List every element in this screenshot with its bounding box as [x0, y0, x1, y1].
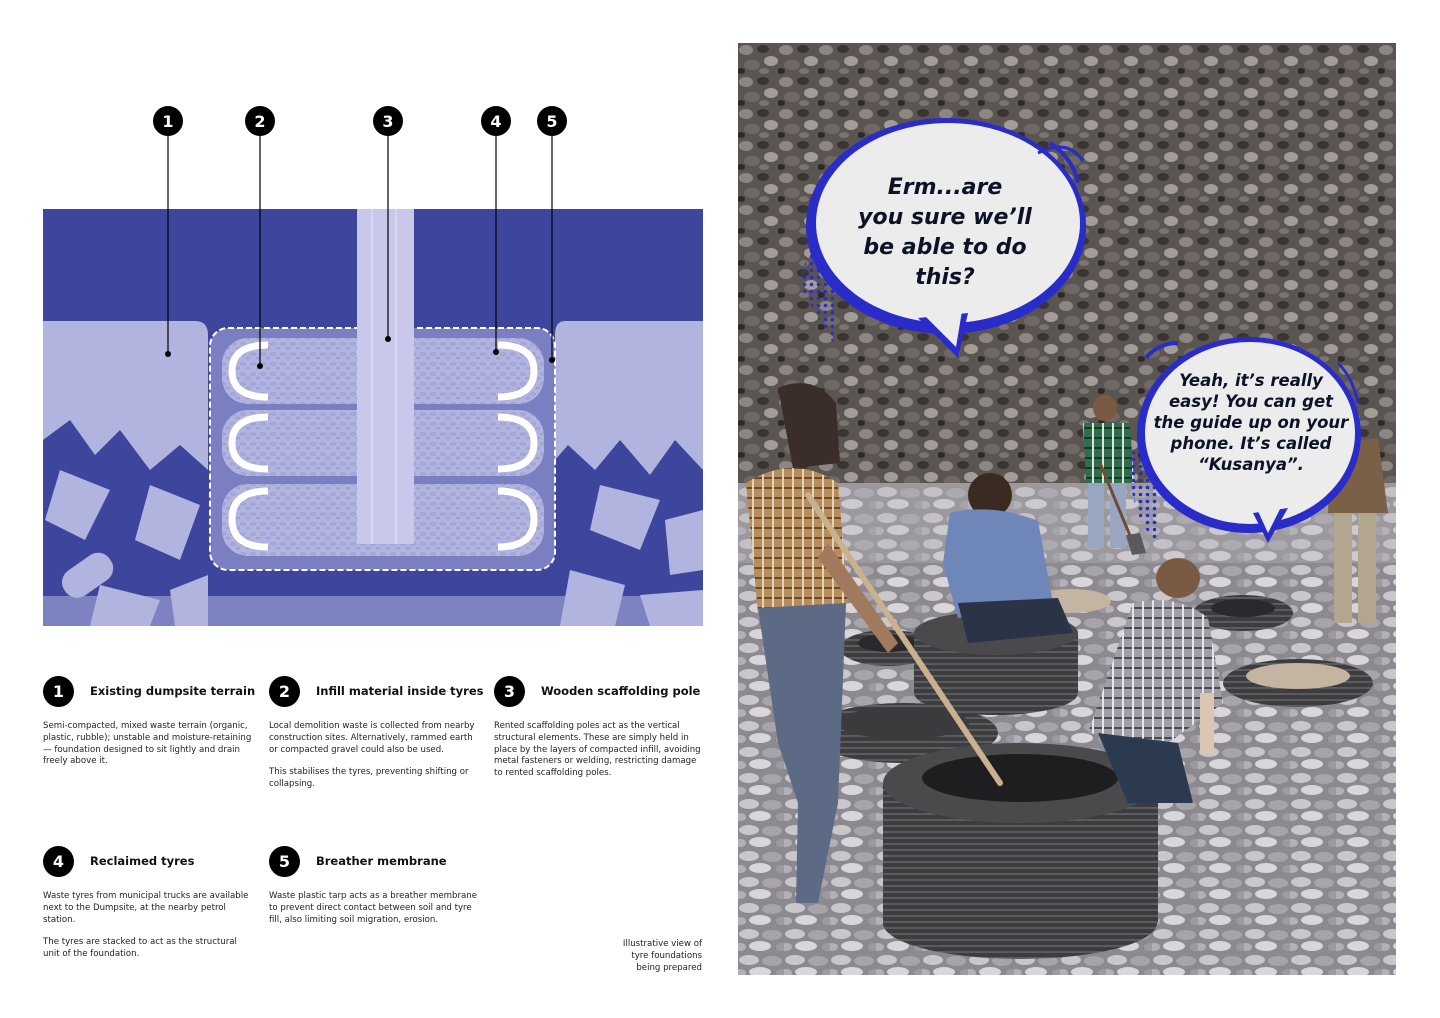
legend-title-5: Breather membrane — [316, 854, 447, 868]
caption-line-2: tyre foundations — [631, 950, 702, 961]
legend-item-1 — [43, 675, 255, 768]
bubble-2-line-3: the guide up on your — [1153, 413, 1349, 432]
bubble-1-line-2: you sure we’ll — [858, 205, 1032, 230]
marker-1 — [153, 106, 183, 136]
legend-text-3a: Rented scaffolding poles act as the vertical structural elements. These are simply held in place by the layers of compacted infill, avoiding metal fasteners or welding, restricting damage to rented scaffolding poles. — [494, 721, 701, 779]
bubble-2-line-1: Yeah, it’s really — [1179, 371, 1323, 390]
legend-item-5 — [269, 845, 481, 926]
legend-text-2b: This stabilises the tyres, preventing shifting or collapsing. — [269, 767, 469, 790]
bubble-2-line-5: “Kusanya”. — [1198, 455, 1304, 474]
bubble-1-line-3: be able to do — [863, 235, 1027, 260]
legend-item-4 — [43, 845, 255, 961]
marker-5 — [537, 106, 567, 136]
speech-bubble-1-text — [840, 173, 1050, 293]
marker-5-label: 5 — [546, 112, 558, 131]
bubble-1-line-4: this? — [915, 265, 975, 290]
legend-text-1a: Semi-compacted, mixed waste terrain (organic, plastic, rubble); unstable and moisture-retaining — foundation designed to sit lightly and drain freely above it. — [43, 721, 252, 767]
marker-1-label: 1 — [162, 112, 174, 131]
bubble-1-line-1: Erm...are — [887, 175, 1003, 200]
marker-3 — [373, 106, 403, 136]
bubble-2-line-4: phone. It’s called — [1170, 434, 1332, 453]
legend-title-1: Existing dumpsite terrain — [90, 684, 256, 698]
site-illustration-art — [738, 43, 1396, 975]
caption-line-3: being prepared — [636, 962, 702, 973]
legend-item-2 — [269, 675, 484, 791]
marker-4 — [481, 106, 511, 136]
legend-text-4b: The tyres are stacked to act as the structural unit of the foundation. — [43, 937, 237, 960]
foundation-section-diagram — [0, 0, 720, 640]
legend-text-2a: Local demolition waste is collected from nearby construction sites. Alternatively, rammed earth or compacted gravel could also be used. — [269, 721, 475, 755]
legend-title-2: Infill material inside tyres — [316, 684, 484, 698]
caption-line-1: Illustrative view of — [622, 939, 702, 949]
legend-badge-4: 4 — [43, 846, 74, 877]
marker-4-label: 4 — [490, 112, 502, 131]
legend-title-3: Wooden scaffolding pole — [541, 684, 701, 698]
legend-badge-2: 2 — [269, 676, 300, 707]
scaffolding-pole — [357, 209, 414, 544]
illustration-caption — [592, 939, 702, 974]
legend-title-4: Reclaimed tyres — [90, 854, 195, 868]
legend-text-5a: Waste plastic tarp acts as a breather membrane to prevent direct contact between soil and tyre fill, also limiting soil migration, erosion. — [269, 891, 478, 925]
marker-2-label: 2 — [254, 112, 266, 131]
legend-badge-1: 1 — [43, 676, 74, 707]
legend-item-3 — [494, 675, 706, 780]
marker-3-label: 3 — [382, 112, 394, 131]
site-illustration — [738, 43, 1396, 975]
speech-bubble-2-text — [1146, 370, 1356, 475]
legend-badge-5: 5 — [269, 846, 300, 877]
bubble-2-line-2: easy! You can get — [1168, 392, 1334, 411]
legend-text-4a: Waste tyres from municipal trucks are available next to the Dumpsite, at the nearby petrol station. — [43, 891, 249, 925]
legend-badge-3: 3 — [494, 676, 525, 707]
marker-2 — [245, 106, 275, 136]
